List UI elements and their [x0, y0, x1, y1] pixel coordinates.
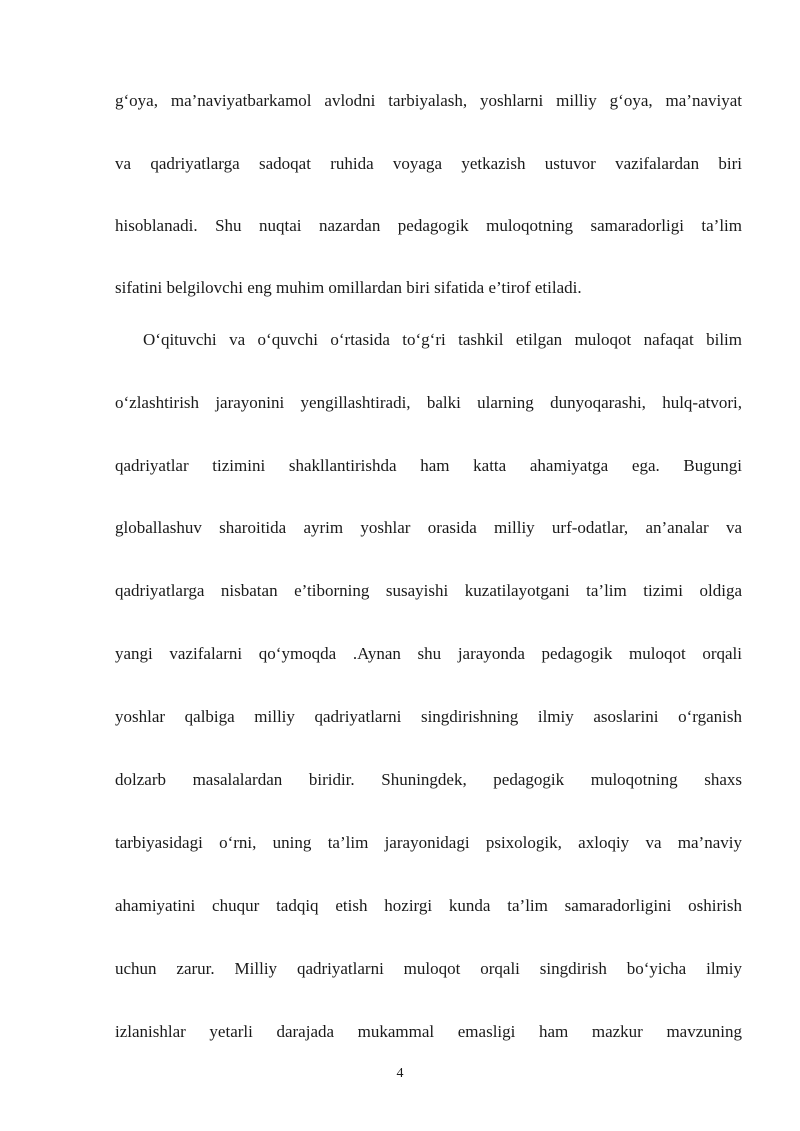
text-line: o‘zlashtirish jarayonini yengillashtiradi, balki ularning dunyoqarashi, hulq-atvori,: [115, 393, 742, 412]
text-line: sifatini belgilovchi eng muhim omillardan biri sifatida e’tirof etiladi.: [115, 278, 582, 297]
text-line: qadriyatlar tizimini shakllantirishda ham katta ahamiyatga ega. Bugungi: [115, 456, 742, 475]
text-line: uchun zarur. Milliy qadriyatlarni muloqot orqali singdirish bo‘yicha ilmiy: [115, 959, 742, 978]
text-line: yangi vazifalarni qo‘ymoqda .Aynan shu jarayonda pedagogik muloqot orqali: [115, 644, 742, 663]
text-line: O‘qituvchi va o‘quvchi o‘rtasida to‘g‘ri tashkil etilgan muloqot nafaqat bilim: [143, 330, 742, 349]
text-line: globallashuv sharoitida ayrim yoshlar orasida milliy urf-odatlar, an’analar va: [115, 518, 742, 537]
text-line: tarbiyasidagi o‘rni, uning ta’lim jarayonidagi psixologik, axloqiy va ma’naviy: [115, 833, 742, 852]
text-line: ahamiyatini chuqur tadqiq etish hozirgi kunda ta’lim samaradorligini oshirish: [115, 896, 742, 915]
text-line: g‘oya, ma’naviyatbarkamol avlodni tarbiyalash, yoshlarni milliy g‘oya, ma’naviyat: [115, 91, 742, 110]
text-line: hisoblanadi. Shu nuqtai nazardan pedagogik muloqotning samaradorligi ta’lim: [115, 216, 742, 235]
text-line: va qadriyatlarga sadoqat ruhida voyaga yetkazish ustuvor vazifalardan biri: [115, 154, 742, 173]
text-line: qadriyatlarga nisbatan e’tiborning susayishi kuzatilayotgani ta’lim tizimi oldiga: [115, 581, 742, 600]
page-number: 4: [396, 1066, 404, 1081]
text-line: yoshlar qalbiga milliy qadriyatlarni singdirishning ilmiy asoslarini o‘rganish: [115, 707, 742, 726]
text-line: dolzarb masalalardan biridir. Shuningdek, pedagogik muloqotning shaxs: [115, 770, 742, 789]
text-line: izlanishlar yetarli darajada mukammal emasligi ham mazkur mavzuning: [115, 1022, 742, 1041]
